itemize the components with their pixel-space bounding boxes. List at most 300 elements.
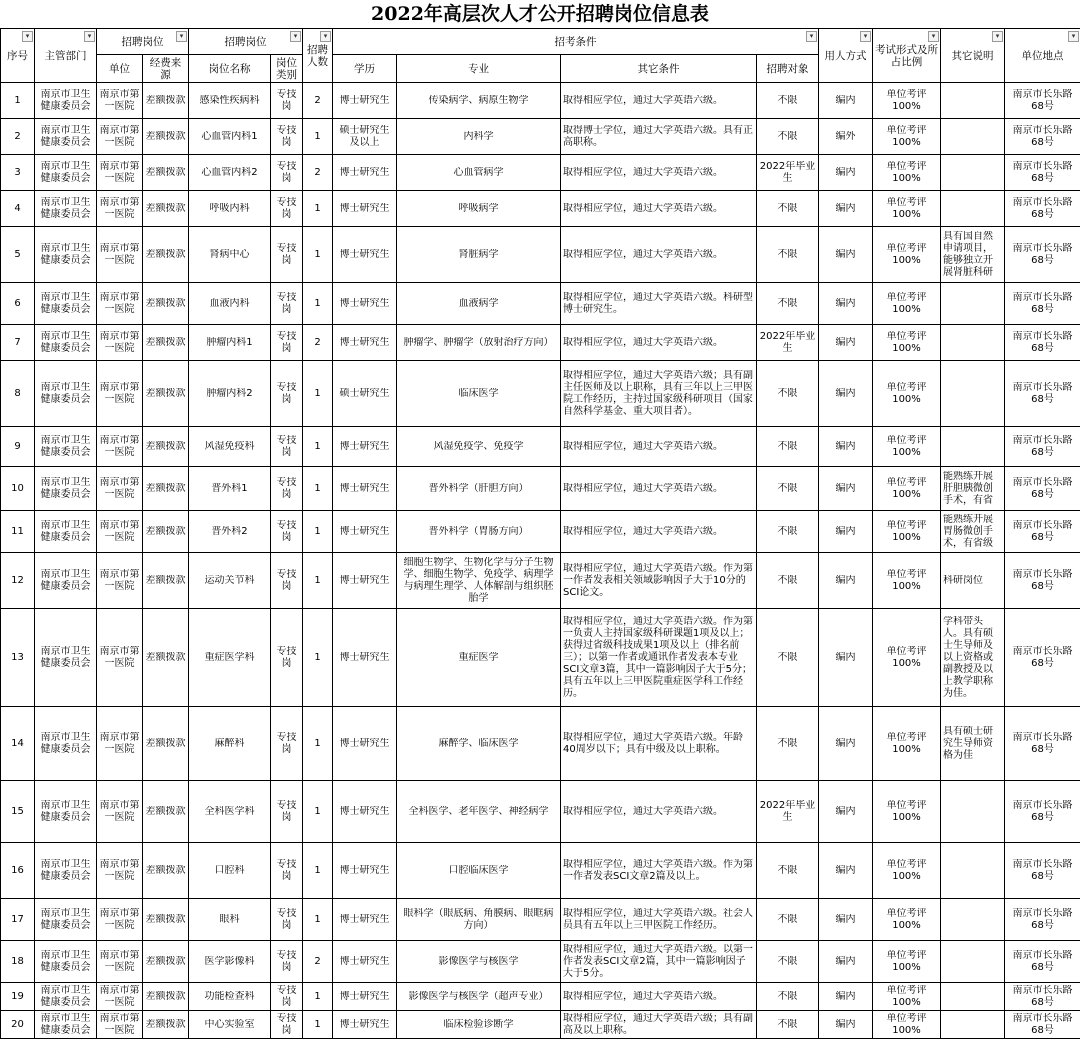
cell-major[interactable] — [397, 941, 561, 983]
cell-exam[interactable] — [873, 843, 941, 899]
cell-dept[interactable] — [35, 119, 97, 155]
cell-target[interactable] — [757, 119, 819, 155]
cell-post-type[interactable] — [271, 843, 303, 899]
cell-location[interactable] — [1005, 941, 1080, 983]
cell-count[interactable] — [303, 325, 333, 361]
cell-dept[interactable] — [35, 553, 97, 609]
cell-exam[interactable] — [873, 283, 941, 325]
cell-other-cond[interactable] — [561, 609, 757, 707]
cell-other-cond[interactable] — [561, 553, 757, 609]
cell-major[interactable] — [397, 283, 561, 325]
cell-post-name[interactable] — [189, 1011, 271, 1039]
cell-post-name[interactable] — [189, 427, 271, 467]
cell-unit[interactable] — [97, 227, 143, 283]
cell-post-type[interactable] — [271, 707, 303, 781]
cell-funding[interactable] — [143, 843, 189, 899]
cell-post-name[interactable] — [189, 899, 271, 941]
cell-target[interactable] — [757, 155, 819, 191]
cell-other-note[interactable] — [941, 843, 1005, 899]
header-other-note[interactable]: 其它说明 ▾ — [941, 29, 1005, 83]
cell-major[interactable] — [397, 155, 561, 191]
cell-major[interactable] — [397, 983, 561, 1011]
cell-count[interactable] — [303, 191, 333, 227]
cell-post-type[interactable] — [271, 553, 303, 609]
cell-employ[interactable] — [819, 427, 873, 467]
cell-other-note[interactable] — [941, 553, 1005, 609]
cell-other-cond[interactable] — [561, 843, 757, 899]
cell-location[interactable] — [1005, 553, 1080, 609]
cell-location[interactable] — [1005, 843, 1080, 899]
cell-major[interactable] — [397, 325, 561, 361]
cell-target[interactable] — [757, 227, 819, 283]
cell-other-note[interactable] — [941, 609, 1005, 707]
cell-seq[interactable] — [1, 511, 35, 553]
cell-other-cond[interactable] — [561, 941, 757, 983]
cell-dept[interactable] — [35, 511, 97, 553]
cell-post-name[interactable] — [189, 191, 271, 227]
cell-major[interactable] — [397, 609, 561, 707]
cell-major[interactable] — [397, 427, 561, 467]
cell-education[interactable] — [333, 941, 397, 983]
cell-post-type[interactable] — [271, 361, 303, 427]
dropdown-filter-icon[interactable]: ▾ — [860, 31, 871, 42]
cell-location[interactable] — [1005, 191, 1080, 227]
cell-target[interactable] — [757, 427, 819, 467]
cell-seq[interactable] — [1, 83, 35, 119]
cell-other-cond[interactable] — [561, 467, 757, 511]
dropdown-filter-icon[interactable]: ▾ — [928, 31, 939, 42]
cell-count[interactable] — [303, 155, 333, 191]
cell-post-type[interactable] — [271, 227, 303, 283]
dropdown-filter-icon[interactable]: ▾ — [992, 31, 1003, 42]
cell-other-cond[interactable] — [561, 227, 757, 283]
cell-other-note[interactable] — [941, 427, 1005, 467]
cell-post-type[interactable] — [271, 119, 303, 155]
cell-target[interactable] — [757, 511, 819, 553]
cell-location[interactable] — [1005, 707, 1080, 781]
cell-post-name[interactable] — [189, 283, 271, 325]
cell-post-type[interactable] — [271, 155, 303, 191]
cell-employ[interactable] — [819, 843, 873, 899]
cell-funding[interactable] — [143, 427, 189, 467]
header-conditions[interactable]: 招考条件 ▾ — [333, 29, 819, 55]
cell-education[interactable] — [333, 843, 397, 899]
cell-other-cond[interactable] — [561, 781, 757, 843]
cell-funding[interactable] — [143, 781, 189, 843]
cell-exam[interactable] — [873, 899, 941, 941]
cell-other-cond[interactable] — [561, 119, 757, 155]
cell-other-note[interactable] — [941, 155, 1005, 191]
header-seq[interactable]: 序号 ▾ — [1, 29, 35, 83]
cell-post-type[interactable] — [271, 899, 303, 941]
cell-unit[interactable] — [97, 191, 143, 227]
cell-seq[interactable] — [1, 983, 35, 1011]
cell-dept[interactable] — [35, 325, 97, 361]
cell-unit[interactable] — [97, 1011, 143, 1039]
cell-unit[interactable] — [97, 119, 143, 155]
cell-employ[interactable] — [819, 325, 873, 361]
cell-other-note[interactable] — [941, 325, 1005, 361]
cell-employ[interactable] — [819, 781, 873, 843]
cell-major[interactable] — [397, 553, 561, 609]
cell-funding[interactable] — [143, 155, 189, 191]
cell-seq[interactable] — [1, 941, 35, 983]
cell-exam[interactable] — [873, 609, 941, 707]
cell-post-type[interactable] — [271, 283, 303, 325]
cell-post-name[interactable] — [189, 781, 271, 843]
cell-target[interactable] — [757, 325, 819, 361]
cell-education[interactable] — [333, 227, 397, 283]
cell-post-name[interactable] — [189, 155, 271, 191]
cell-location[interactable] — [1005, 83, 1080, 119]
cell-post-name[interactable] — [189, 553, 271, 609]
cell-other-note[interactable] — [941, 781, 1005, 843]
cell-education[interactable] — [333, 983, 397, 1011]
dropdown-filter-icon[interactable]: ▾ — [1068, 31, 1079, 42]
cell-target[interactable] — [757, 191, 819, 227]
cell-post-name[interactable] — [189, 707, 271, 781]
cell-education[interactable] — [333, 191, 397, 227]
cell-post-type[interactable] — [271, 467, 303, 511]
cell-post-name[interactable] — [189, 83, 271, 119]
cell-exam[interactable] — [873, 119, 941, 155]
cell-location[interactable] — [1005, 325, 1080, 361]
cell-count[interactable] — [303, 1011, 333, 1039]
cell-target[interactable] — [757, 899, 819, 941]
cell-employ[interactable] — [819, 553, 873, 609]
header-post-group[interactable]: 招聘岗位 ▾ — [189, 29, 303, 55]
cell-exam[interactable] — [873, 83, 941, 119]
cell-major[interactable] — [397, 191, 561, 227]
cell-target[interactable] — [757, 781, 819, 843]
cell-exam[interactable] — [873, 325, 941, 361]
cell-education[interactable] — [333, 83, 397, 119]
cell-seq[interactable] — [1, 283, 35, 325]
cell-education[interactable] — [333, 781, 397, 843]
cell-seq[interactable] — [1, 191, 35, 227]
cell-other-note[interactable] — [941, 227, 1005, 283]
dropdown-filter-icon[interactable]: ▾ — [22, 31, 33, 42]
cell-education[interactable] — [333, 427, 397, 467]
cell-unit[interactable] — [97, 83, 143, 119]
cell-unit[interactable] — [97, 899, 143, 941]
cell-seq[interactable] — [1, 227, 35, 283]
cell-location[interactable] — [1005, 283, 1080, 325]
cell-employ[interactable] — [819, 511, 873, 553]
cell-seq[interactable] — [1, 1011, 35, 1039]
cell-major[interactable] — [397, 83, 561, 119]
cell-dept[interactable] — [35, 361, 97, 427]
cell-dept[interactable] — [35, 83, 97, 119]
cell-seq[interactable] — [1, 843, 35, 899]
cell-seq[interactable] — [1, 325, 35, 361]
cell-exam[interactable] — [873, 707, 941, 781]
cell-exam[interactable] — [873, 781, 941, 843]
cell-employ[interactable] — [819, 707, 873, 781]
cell-post-name[interactable] — [189, 983, 271, 1011]
cell-seq[interactable] — [1, 609, 35, 707]
cell-target[interactable] — [757, 83, 819, 119]
dropdown-filter-icon[interactable]: ▾ — [806, 31, 817, 42]
cell-exam[interactable] — [873, 191, 941, 227]
cell-location[interactable] — [1005, 119, 1080, 155]
cell-other-note[interactable] — [941, 119, 1005, 155]
cell-count[interactable] — [303, 983, 333, 1011]
cell-other-note[interactable] — [941, 707, 1005, 781]
cell-count[interactable] — [303, 119, 333, 155]
cell-education[interactable] — [333, 119, 397, 155]
cell-target[interactable] — [757, 609, 819, 707]
cell-dept[interactable] — [35, 899, 97, 941]
cell-other-note[interactable] — [941, 511, 1005, 553]
cell-funding[interactable] — [143, 83, 189, 119]
cell-education[interactable] — [333, 325, 397, 361]
cell-dept[interactable] — [35, 781, 97, 843]
cell-employ[interactable] — [819, 283, 873, 325]
dropdown-filter-icon[interactable]: ▾ — [84, 31, 95, 42]
cell-post-name[interactable] — [189, 843, 271, 899]
cell-other-note[interactable] — [941, 191, 1005, 227]
cell-post-type[interactable] — [271, 609, 303, 707]
cell-count[interactable] — [303, 283, 333, 325]
cell-other-note[interactable] — [941, 899, 1005, 941]
cell-other-note[interactable] — [941, 983, 1005, 1011]
cell-target[interactable] — [757, 467, 819, 511]
cell-funding[interactable] — [143, 983, 189, 1011]
cell-post-type[interactable] — [271, 781, 303, 843]
cell-funding[interactable] — [143, 707, 189, 781]
cell-post-type[interactable] — [271, 427, 303, 467]
cell-dept[interactable] — [35, 1011, 97, 1039]
cell-other-cond[interactable] — [561, 899, 757, 941]
cell-funding[interactable] — [143, 553, 189, 609]
cell-other-cond[interactable] — [561, 155, 757, 191]
cell-other-note[interactable] — [941, 83, 1005, 119]
cell-employ[interactable] — [819, 983, 873, 1011]
header-employ[interactable]: 用人方式 ▾ — [819, 29, 873, 83]
cell-location[interactable] — [1005, 427, 1080, 467]
cell-major[interactable] — [397, 227, 561, 283]
cell-other-cond[interactable] — [561, 983, 757, 1011]
cell-major[interactable] — [397, 361, 561, 427]
cell-education[interactable] — [333, 361, 397, 427]
cell-other-cond[interactable] — [561, 191, 757, 227]
cell-exam[interactable] — [873, 361, 941, 427]
cell-exam[interactable] — [873, 467, 941, 511]
cell-target[interactable] — [757, 553, 819, 609]
cell-unit[interactable] — [97, 983, 143, 1011]
cell-dept[interactable] — [35, 283, 97, 325]
cell-education[interactable] — [333, 511, 397, 553]
cell-education[interactable] — [333, 609, 397, 707]
cell-location[interactable] — [1005, 899, 1080, 941]
cell-other-cond[interactable] — [561, 1011, 757, 1039]
cell-employ[interactable] — [819, 361, 873, 427]
header-location[interactable]: 单位地点 ▾ — [1005, 29, 1080, 83]
cell-unit[interactable] — [97, 467, 143, 511]
cell-other-note[interactable] — [941, 283, 1005, 325]
cell-target[interactable] — [757, 707, 819, 781]
cell-post-name[interactable] — [189, 119, 271, 155]
cell-employ[interactable] — [819, 899, 873, 941]
cell-seq[interactable] — [1, 781, 35, 843]
cell-other-cond[interactable] — [561, 511, 757, 553]
cell-post-type[interactable] — [271, 191, 303, 227]
cell-employ[interactable] — [819, 191, 873, 227]
cell-exam[interactable] — [873, 553, 941, 609]
cell-location[interactable] — [1005, 155, 1080, 191]
cell-post-type[interactable] — [271, 83, 303, 119]
cell-count[interactable] — [303, 609, 333, 707]
cell-post-name[interactable] — [189, 609, 271, 707]
cell-post-name[interactable] — [189, 227, 271, 283]
cell-education[interactable] — [333, 707, 397, 781]
cell-employ[interactable] — [819, 83, 873, 119]
cell-count[interactable] — [303, 361, 333, 427]
cell-count[interactable] — [303, 467, 333, 511]
cell-unit[interactable] — [97, 781, 143, 843]
cell-unit[interactable] — [97, 283, 143, 325]
cell-seq[interactable] — [1, 707, 35, 781]
cell-seq[interactable] — [1, 155, 35, 191]
cell-major[interactable] — [397, 119, 561, 155]
cell-other-cond[interactable] — [561, 707, 757, 781]
cell-major[interactable] — [397, 899, 561, 941]
cell-exam[interactable] — [873, 511, 941, 553]
cell-seq[interactable] — [1, 361, 35, 427]
cell-funding[interactable] — [143, 361, 189, 427]
cell-unit[interactable] — [97, 941, 143, 983]
cell-other-cond[interactable] — [561, 361, 757, 427]
cell-funding[interactable] — [143, 283, 189, 325]
cell-other-cond[interactable] — [561, 83, 757, 119]
cell-location[interactable] — [1005, 781, 1080, 843]
cell-unit[interactable] — [97, 553, 143, 609]
cell-unit[interactable] — [97, 427, 143, 467]
cell-target[interactable] — [757, 941, 819, 983]
cell-post-type[interactable] — [271, 983, 303, 1011]
cell-other-cond[interactable] — [561, 427, 757, 467]
header-dept[interactable]: 主管部门 ▾ — [35, 29, 97, 83]
cell-funding[interactable] — [143, 191, 189, 227]
cell-count[interactable] — [303, 511, 333, 553]
cell-unit[interactable] — [97, 155, 143, 191]
cell-unit[interactable] — [97, 707, 143, 781]
cell-employ[interactable] — [819, 155, 873, 191]
cell-count[interactable] — [303, 843, 333, 899]
cell-post-type[interactable] — [271, 325, 303, 361]
cell-education[interactable] — [333, 553, 397, 609]
cell-education[interactable] — [333, 467, 397, 511]
cell-funding[interactable] — [143, 609, 189, 707]
cell-location[interactable] — [1005, 983, 1080, 1011]
cell-seq[interactable] — [1, 899, 35, 941]
cell-target[interactable] — [757, 283, 819, 325]
cell-exam[interactable] — [873, 1011, 941, 1039]
cell-post-type[interactable] — [271, 1011, 303, 1039]
cell-dept[interactable] — [35, 843, 97, 899]
cell-seq[interactable] — [1, 467, 35, 511]
header-exam[interactable]: 考试形式及所占比例 ▾ — [873, 29, 941, 83]
cell-exam[interactable] — [873, 227, 941, 283]
cell-seq[interactable] — [1, 553, 35, 609]
cell-count[interactable] — [303, 899, 333, 941]
cell-post-name[interactable] — [189, 511, 271, 553]
cell-other-note[interactable] — [941, 1011, 1005, 1039]
cell-count[interactable] — [303, 941, 333, 983]
cell-dept[interactable] — [35, 155, 97, 191]
cell-exam[interactable] — [873, 427, 941, 467]
cell-employ[interactable] — [819, 1011, 873, 1039]
cell-major[interactable] — [397, 843, 561, 899]
cell-employ[interactable] — [819, 119, 873, 155]
cell-funding[interactable] — [143, 1011, 189, 1039]
cell-unit[interactable] — [97, 325, 143, 361]
cell-education[interactable] — [333, 283, 397, 325]
cell-major[interactable] — [397, 707, 561, 781]
cell-funding[interactable] — [143, 119, 189, 155]
cell-location[interactable] — [1005, 361, 1080, 427]
cell-funding[interactable] — [143, 511, 189, 553]
cell-education[interactable] — [333, 1011, 397, 1039]
cell-unit[interactable] — [97, 361, 143, 427]
cell-count[interactable] — [303, 227, 333, 283]
cell-exam[interactable] — [873, 941, 941, 983]
cell-education[interactable] — [333, 155, 397, 191]
cell-dept[interactable] — [35, 983, 97, 1011]
cell-post-type[interactable] — [271, 511, 303, 553]
cell-post-name[interactable] — [189, 941, 271, 983]
cell-funding[interactable] — [143, 325, 189, 361]
cell-major[interactable] — [397, 511, 561, 553]
cell-seq[interactable] — [1, 119, 35, 155]
cell-dept[interactable] — [35, 609, 97, 707]
cell-employ[interactable] — [819, 227, 873, 283]
cell-major[interactable] — [397, 1011, 561, 1039]
cell-funding[interactable] — [143, 941, 189, 983]
cell-unit[interactable] — [97, 843, 143, 899]
cell-location[interactable] — [1005, 1011, 1080, 1039]
header-recruit-unit[interactable]: 招聘岗位 ▾ — [97, 29, 189, 55]
cell-location[interactable] — [1005, 467, 1080, 511]
cell-location[interactable] — [1005, 609, 1080, 707]
cell-post-name[interactable] — [189, 325, 271, 361]
cell-location[interactable] — [1005, 227, 1080, 283]
cell-funding[interactable] — [143, 227, 189, 283]
cell-dept[interactable] — [35, 427, 97, 467]
cell-dept[interactable] — [35, 707, 97, 781]
cell-exam[interactable] — [873, 983, 941, 1011]
cell-employ[interactable] — [819, 941, 873, 983]
cell-count[interactable] — [303, 553, 333, 609]
cell-post-type[interactable] — [271, 941, 303, 983]
cell-target[interactable] — [757, 361, 819, 427]
cell-other-cond[interactable] — [561, 283, 757, 325]
cell-employ[interactable] — [819, 467, 873, 511]
cell-target[interactable] — [757, 983, 819, 1011]
cell-target[interactable] — [757, 1011, 819, 1039]
cell-other-note[interactable] — [941, 467, 1005, 511]
cell-post-name[interactable] — [189, 361, 271, 427]
cell-target[interactable] — [757, 843, 819, 899]
cell-count[interactable] — [303, 83, 333, 119]
cell-dept[interactable] — [35, 941, 97, 983]
cell-count[interactable] — [303, 427, 333, 467]
cell-other-note[interactable] — [941, 941, 1005, 983]
cell-count[interactable] — [303, 781, 333, 843]
cell-count[interactable] — [303, 707, 333, 781]
cell-unit[interactable] — [97, 511, 143, 553]
